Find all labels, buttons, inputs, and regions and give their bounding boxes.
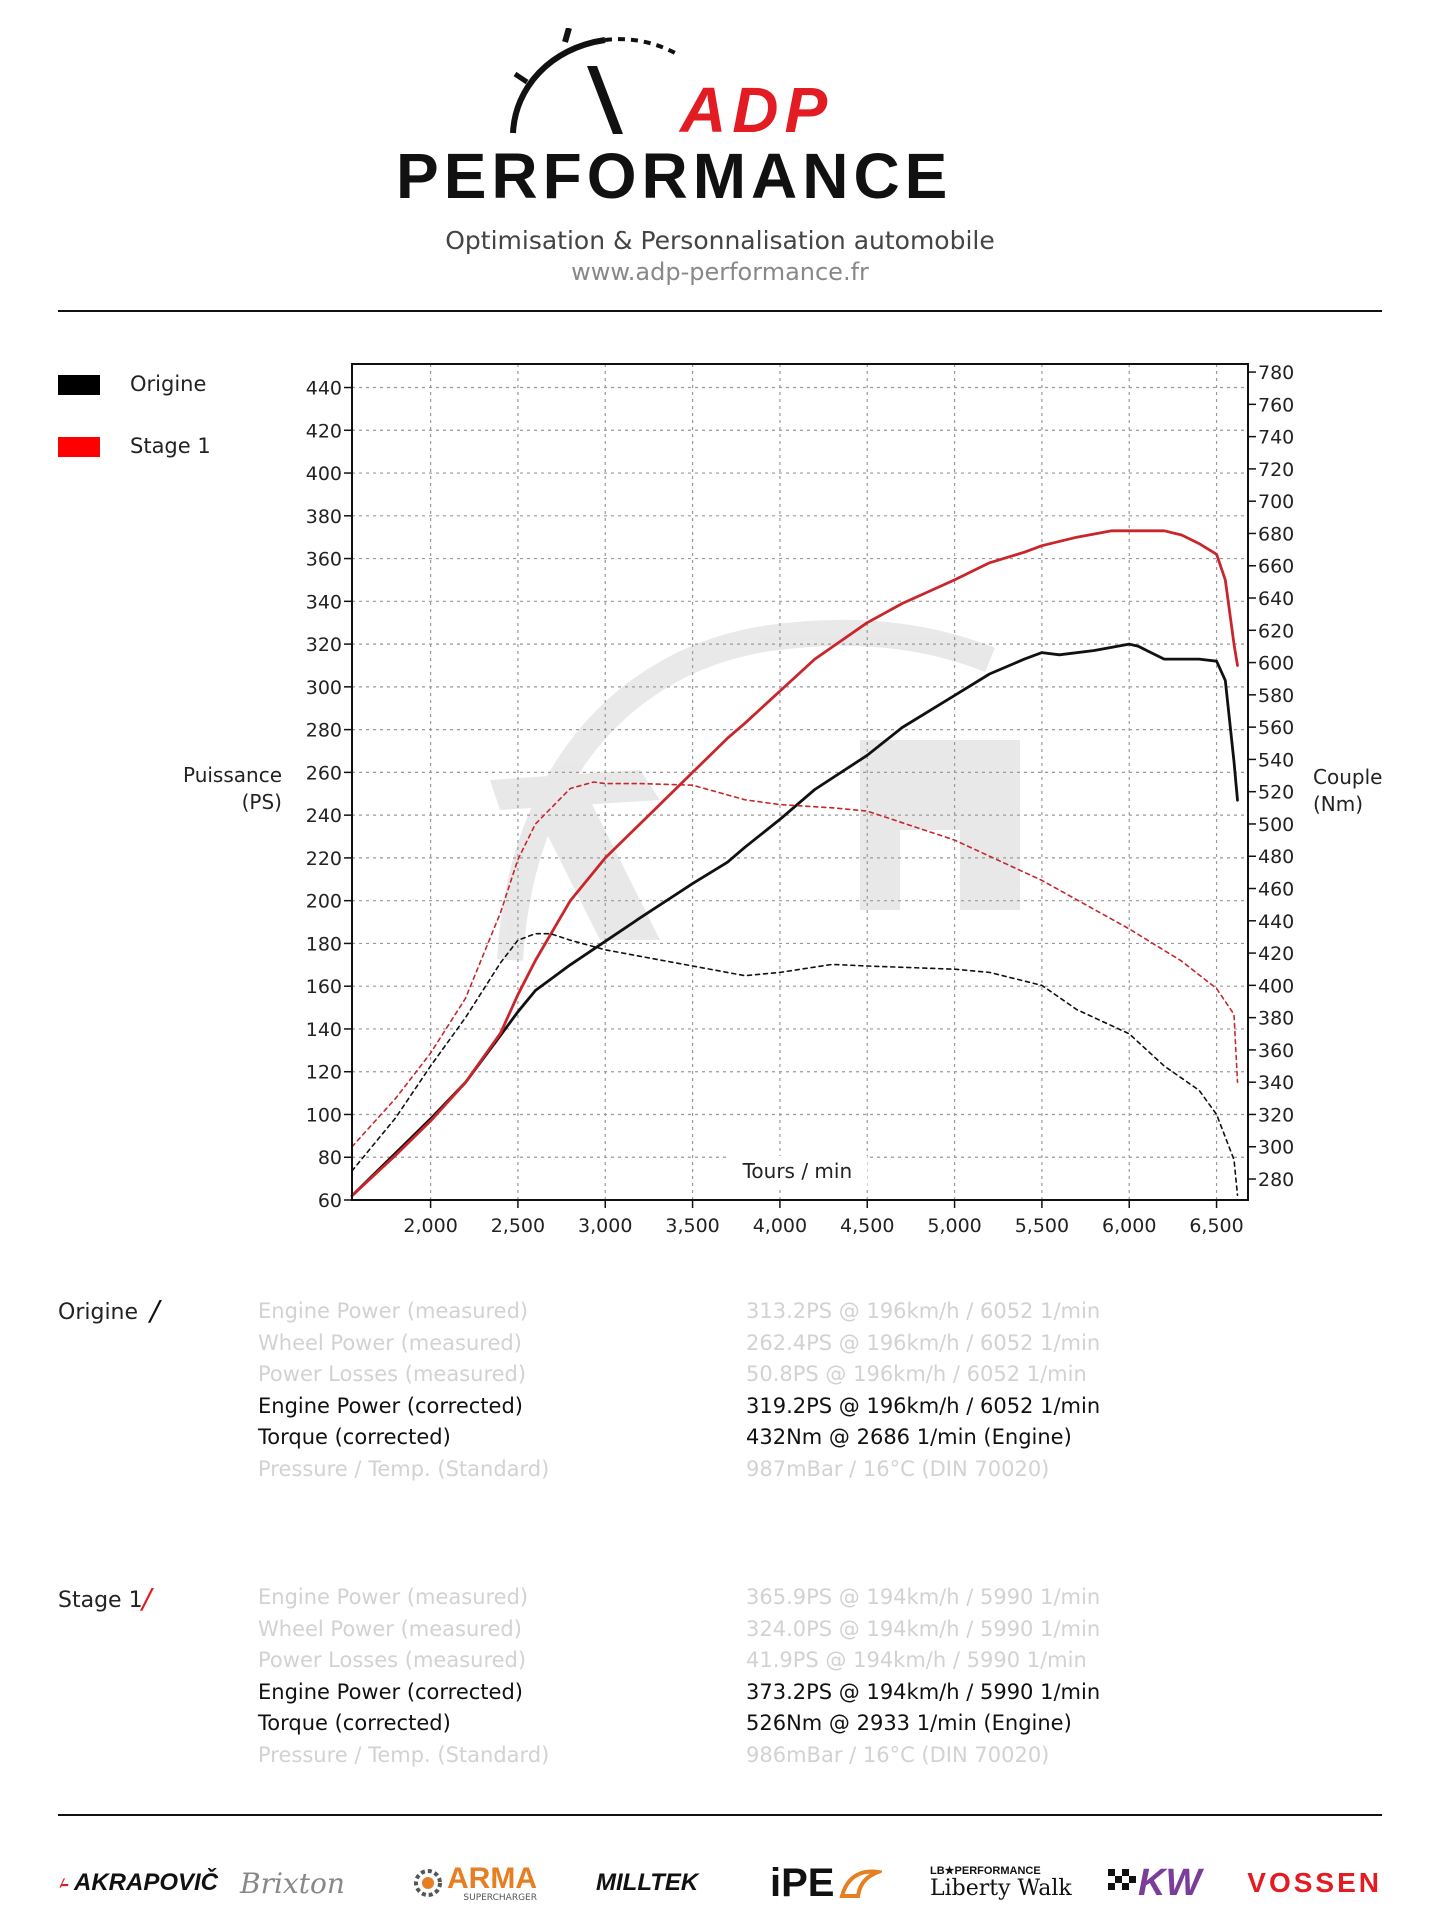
y-right-tick-label: 720 xyxy=(1258,458,1295,481)
result-row xyxy=(258,1457,1258,1489)
sponsor-akrapovic-text: AKRAPOVIČ xyxy=(73,1869,218,1896)
result-label: Pressure / Temp. (Standard) xyxy=(258,1743,550,1767)
y-right-tick-label: 480 xyxy=(1258,846,1295,869)
y-right-tick-label: 640 xyxy=(1258,588,1295,611)
sponsor-vossen: VOSSEN xyxy=(1247,1867,1382,1898)
result-label: Torque (corrected) xyxy=(258,1711,451,1735)
y-left-tick-label: 60 xyxy=(317,1190,342,1212)
x-tick-label: 5,000 xyxy=(927,1215,982,1237)
result-row xyxy=(258,1648,1258,1680)
x-tick-label: 2,500 xyxy=(490,1215,546,1237)
x-tick-label: 4,500 xyxy=(840,1215,895,1237)
y-right-tick-label: 280 xyxy=(1258,1169,1295,1192)
y-right-tick-label: 680 xyxy=(1258,523,1295,546)
y-right-tick-label: 660 xyxy=(1258,555,1295,578)
y-right-tick-label: 360 xyxy=(1258,1039,1295,1062)
ipe-flame-icon xyxy=(838,1866,882,1900)
x-tick-label: 6,000 xyxy=(1102,1215,1157,1237)
chart-tick-labels xyxy=(306,362,1295,1237)
sponsor-kw-text: KW xyxy=(1138,1861,1202,1904)
result-row xyxy=(258,1394,1258,1426)
tagline: Optimisation & Personnalisation automobile xyxy=(445,226,995,255)
y-right-tick-label: 580 xyxy=(1258,684,1295,707)
result-row xyxy=(258,1743,1258,1775)
kw-checker-icon xyxy=(1108,1869,1136,1897)
series-origine-power-line xyxy=(352,644,1238,1196)
y-left-tick-label: 120 xyxy=(305,1061,342,1084)
result-label: Wheel Power (measured) xyxy=(258,1331,522,1355)
result-value: 526Nm @ 2933 1/min (Engine) xyxy=(746,1711,1072,1735)
x-tick-label: 3,500 xyxy=(665,1215,720,1237)
akrapovic-scorpion-icon xyxy=(58,1866,70,1900)
result-label: Power Losses (measured) xyxy=(258,1648,527,1672)
result-value: 987mBar / 16°C (DIN 70020) xyxy=(746,1457,1050,1481)
sponsor-akrapovic xyxy=(58,1856,218,1910)
result-value: 324.0PS @ 194km/h / 5990 1/min xyxy=(746,1617,1101,1641)
y-right-tick-label: 320 xyxy=(1258,1104,1295,1127)
y-right-tick-label: 300 xyxy=(1258,1136,1295,1159)
y-right-tick-label: 340 xyxy=(1258,1072,1295,1095)
result-label: Engine Power (measured) xyxy=(258,1585,529,1609)
sponsor-libertywalk-subtext: LB★PERFORMANCE xyxy=(930,1864,1041,1877)
chart-grid xyxy=(352,364,1248,1200)
result-value: 319.2PS @ 196km/h / 6052 1/min xyxy=(746,1394,1101,1418)
y-right-tick-label: 780 xyxy=(1258,362,1295,385)
result-value: 373.2PS @ 194km/h / 5990 1/min xyxy=(746,1680,1101,1704)
sponsor-ipe-text: iPE xyxy=(770,1860,835,1905)
y-right-tick-label: 620 xyxy=(1258,620,1295,643)
y-left-tick-label: 200 xyxy=(305,890,342,913)
result-label: Engine Power (corrected) xyxy=(258,1394,523,1418)
y-left-tick-label: 160 xyxy=(305,976,342,999)
sponsor-arma xyxy=(413,1856,563,1910)
y-left-tick-label: 320 xyxy=(305,634,342,657)
y-right-tick-label: 420 xyxy=(1258,943,1295,966)
y-right-tick-label: 400 xyxy=(1258,975,1295,998)
result-label: Engine Power (measured) xyxy=(258,1299,529,1323)
y-left-tick-label: 400 xyxy=(305,463,342,486)
arma-gear-icon xyxy=(413,1868,443,1898)
y-left-tick-label: 240 xyxy=(305,805,342,828)
y-left-tick-label: 140 xyxy=(305,1018,342,1041)
y-left-tick-label: 360 xyxy=(305,548,342,571)
y-left-tick-label: 100 xyxy=(305,1104,342,1127)
y-left-tick-label: 440 xyxy=(305,377,342,400)
y-left-tick-label: 300 xyxy=(305,676,342,699)
brand-adp: ADP xyxy=(680,74,834,146)
results-stage1-slash-icon: / xyxy=(142,1582,152,1615)
y-right-axis-title: Couple (Nm) xyxy=(1313,765,1383,816)
legend-label-origine: Origine xyxy=(130,372,207,396)
y-right-tick-label: 380 xyxy=(1258,1007,1295,1030)
sponsor-kw xyxy=(1108,1856,1218,1910)
result-label: Power Losses (measured) xyxy=(258,1362,527,1386)
x-tick-label: 3,000 xyxy=(578,1215,633,1237)
x-tick-label: 4,000 xyxy=(752,1215,808,1237)
y-left-tick-label: 340 xyxy=(305,591,342,614)
y-right-tick-label: 520 xyxy=(1258,781,1295,804)
watermark-logo-icon xyxy=(490,633,1020,960)
footer-divider xyxy=(58,1814,1382,1816)
result-label: Engine Power (corrected) xyxy=(258,1680,523,1704)
result-value: 50.8PS @ 196km/h / 6052 1/min xyxy=(746,1362,1087,1386)
y-right-tick-label: 700 xyxy=(1258,491,1295,514)
y-right-tick-label: 440 xyxy=(1258,910,1295,933)
sponsor-milltek: MILLTEK xyxy=(596,1869,699,1896)
result-value: 365.9PS @ 194km/h / 5990 1/min xyxy=(746,1585,1101,1609)
y-left-tick-label: 260 xyxy=(305,762,342,785)
result-value: 313.2PS @ 196km/h / 6052 1/min xyxy=(746,1299,1101,1323)
y-left-tick-label: 180 xyxy=(305,933,342,956)
result-row xyxy=(258,1425,1258,1457)
y-left-tick-label: 220 xyxy=(305,847,342,870)
result-value: 432Nm @ 2686 1/min (Engine) xyxy=(746,1425,1072,1449)
legend-label-stage1: Stage 1 xyxy=(130,434,211,458)
sponsor-arma-text: ARMA xyxy=(447,1861,537,1895)
y-right-tick-label: 500 xyxy=(1258,813,1295,836)
y-right-tick-label: 560 xyxy=(1258,717,1295,740)
result-value: 41.9PS @ 194km/h / 5990 1/min xyxy=(746,1648,1087,1672)
sponsor-ipe xyxy=(770,1856,910,1910)
y-right-tick-label: 460 xyxy=(1258,878,1295,901)
sponsor-strip xyxy=(58,1856,1382,1910)
plot-frame xyxy=(352,364,1248,1200)
y-left-tick-label: 420 xyxy=(305,420,342,443)
result-row xyxy=(258,1331,1258,1363)
y-left-tick-label: 280 xyxy=(305,719,342,742)
x-axis-title: Tours / min xyxy=(742,1159,853,1183)
result-row xyxy=(258,1362,1258,1394)
y-left-axis-title: Puissance (PS) xyxy=(182,763,282,814)
results-stage1-title: Stage 1 xyxy=(58,1588,143,1613)
result-value: 262.4PS @ 196km/h / 6052 1/min xyxy=(746,1331,1101,1355)
y-right-tick-label: 740 xyxy=(1258,426,1295,449)
y-right-tick-label: 600 xyxy=(1258,652,1295,675)
x-tick-label: 2,000 xyxy=(403,1215,458,1237)
y-left-tick-label: 380 xyxy=(305,505,342,528)
x-tick-label: 5,500 xyxy=(1014,1215,1070,1237)
chart-ticks xyxy=(344,372,1256,1208)
result-row xyxy=(258,1680,1258,1712)
series-stage1-torque-line xyxy=(352,782,1238,1147)
brand-performance: PERFORMANCE xyxy=(396,140,953,212)
result-label: Wheel Power (measured) xyxy=(258,1617,522,1641)
sponsor-brixton: Brixton xyxy=(240,1866,345,1900)
website-link[interactable]: www.adp-performance.fr xyxy=(571,258,869,286)
results-origine-title: Origine xyxy=(58,1300,139,1325)
y-right-tick-label: 760 xyxy=(1258,394,1295,417)
sponsor-arma-subtext: SUPERCHARGER xyxy=(463,1892,537,1903)
result-row xyxy=(258,1711,1258,1743)
result-row xyxy=(258,1299,1258,1331)
y-right-tick-label: 540 xyxy=(1258,749,1295,772)
series-origine-torque-line xyxy=(352,934,1238,1195)
y-left-tick-label: 80 xyxy=(317,1147,342,1170)
result-row xyxy=(258,1617,1258,1649)
result-label: Torque (corrected) xyxy=(258,1425,451,1449)
sponsor-libertywalk xyxy=(930,1856,1080,1910)
result-label: Pressure / Temp. (Standard) xyxy=(258,1457,550,1481)
result-row xyxy=(258,1585,1258,1617)
sponsor-libertywalk-text: Liberty Walk xyxy=(930,1875,1072,1901)
results-origine-slash-icon: / xyxy=(150,1294,160,1327)
x-tick-label: 6,500 xyxy=(1189,1215,1244,1237)
result-value: 986mBar / 16°C (DIN 70020) xyxy=(746,1743,1050,1767)
